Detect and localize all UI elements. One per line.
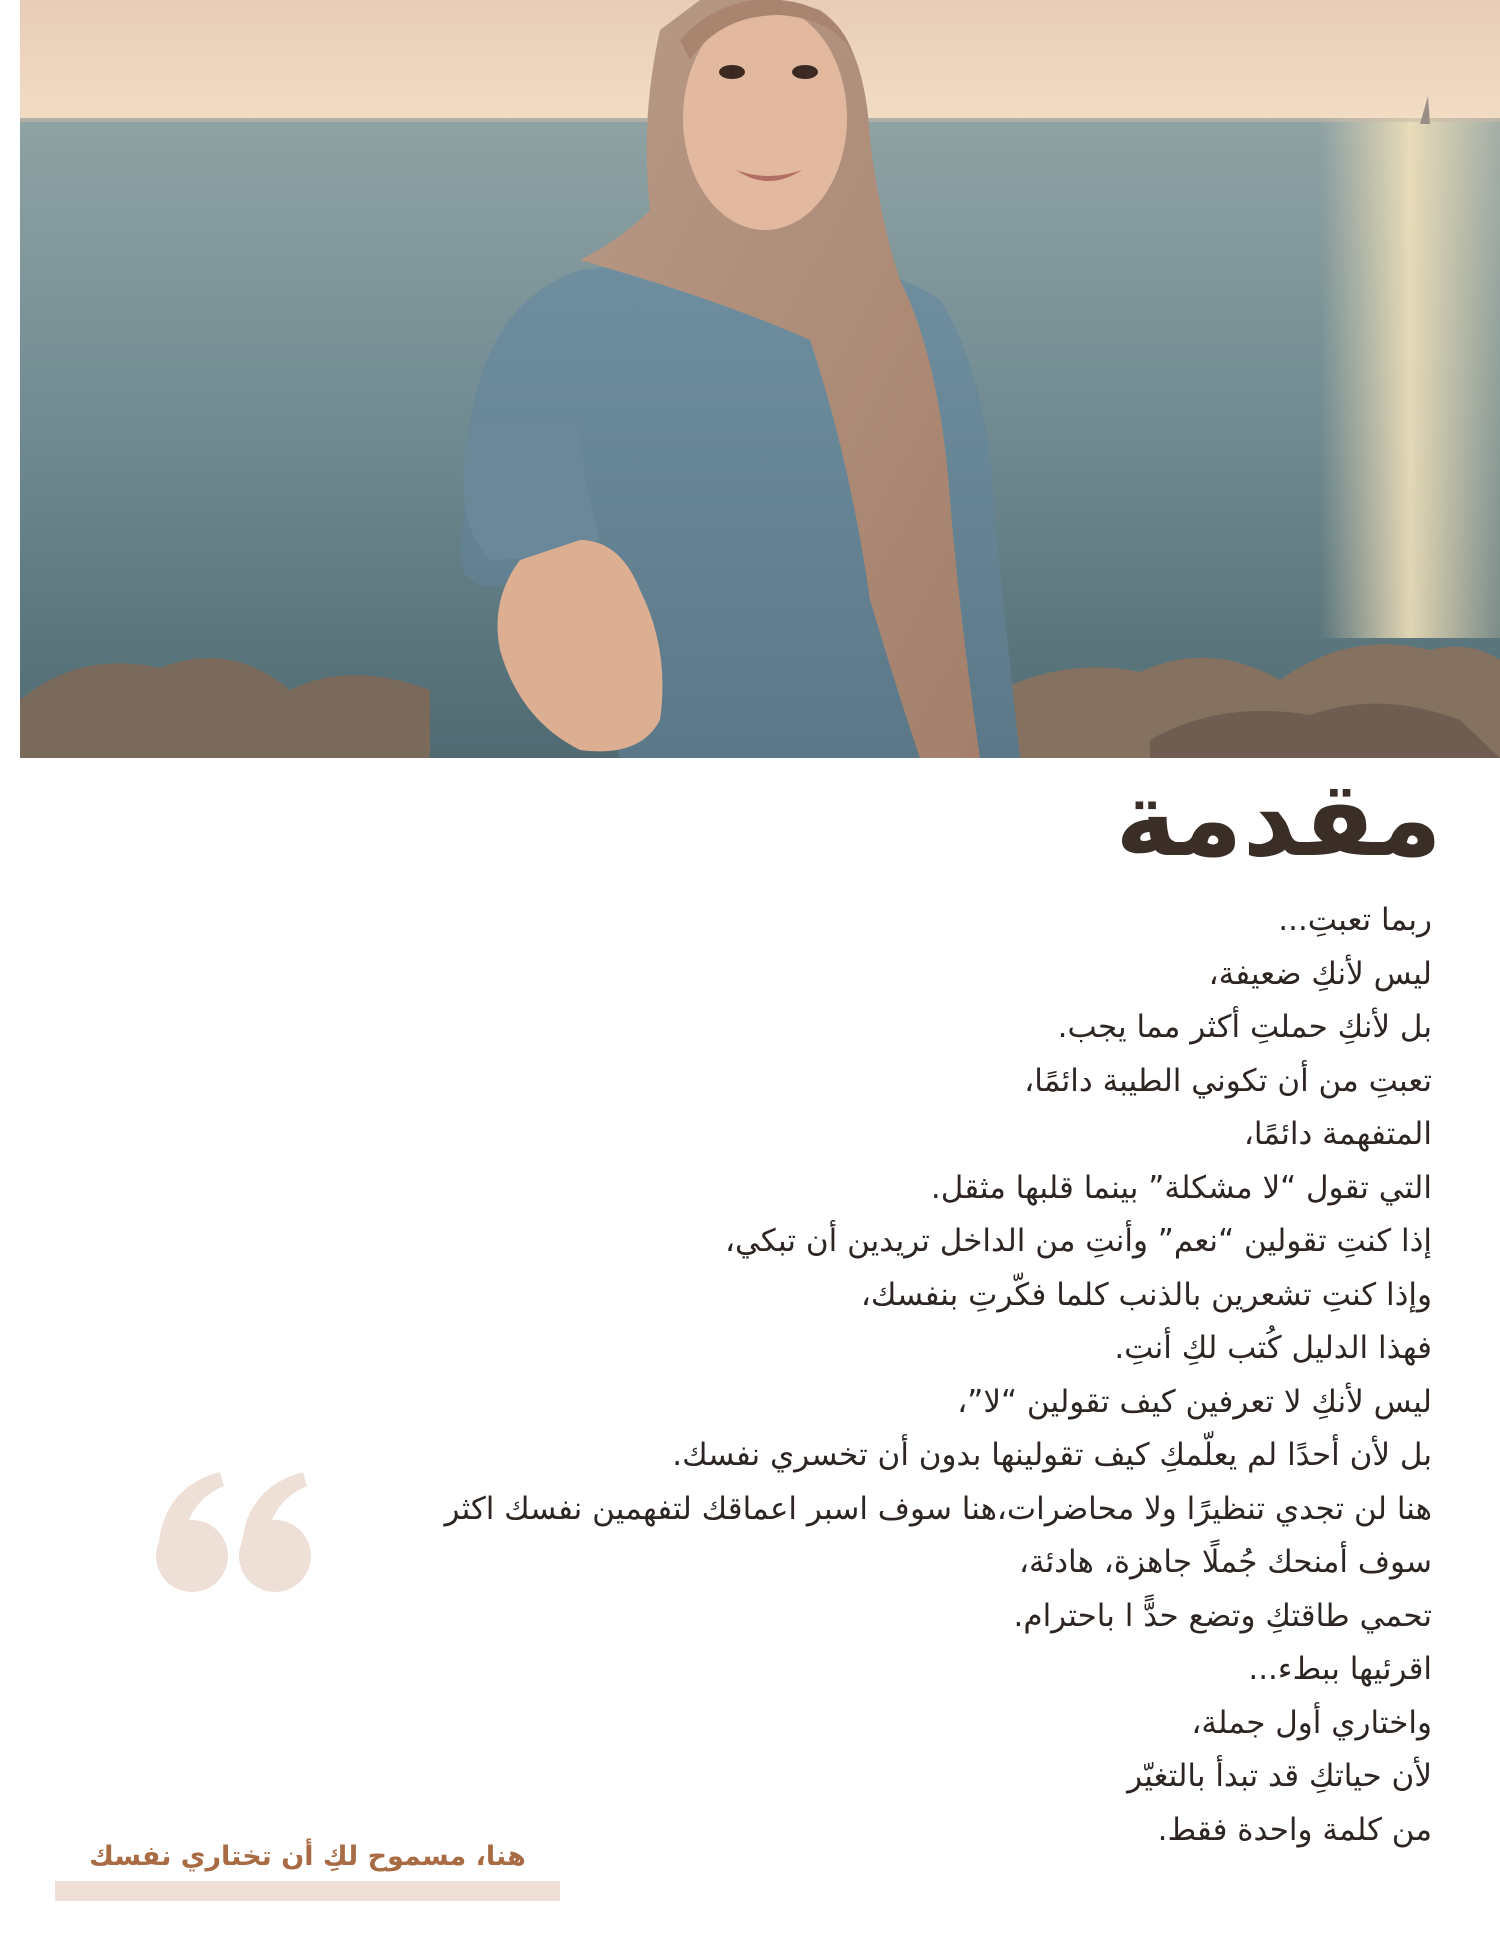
- body-line: من كلمة واحدة فقط.: [1157, 1811, 1432, 1848]
- body-line: وإذا كنتِ تشعرين بالذنب كلما فكّرتِ بنفسك،: [860, 1276, 1432, 1313]
- body-line: سوف أمنحك جُملًا جاهزة، هادئة،: [1019, 1544, 1432, 1580]
- body-line: واختاري أول جملة،: [1191, 1704, 1432, 1741]
- body-line: المتفهمة دائمًا،: [1243, 1116, 1432, 1152]
- body-line: اقرئيها ببطء...: [1248, 1651, 1432, 1687]
- quotation-mark-icon: [150, 1468, 320, 1598]
- hero-photo: [20, 0, 1500, 758]
- body-line: إذا كنتِ تقولين “نعم” وأنتِ من الداخل تريدين أن تبكي،: [725, 1223, 1432, 1259]
- page-title: مقدمة: [1115, 758, 1442, 880]
- body-line: ليس لأنكِ لا تعرفين كيف تقولين “لا”،: [957, 1383, 1432, 1420]
- footer-note-text: هنا، مسموح لكِ أن تختاري نفسك: [89, 1841, 526, 1872]
- body-line: ليس لأنكِ ضعيفة،: [1208, 955, 1432, 992]
- body-line: لأن حياتكِ قد تبدأ بالتغيّر: [1127, 1758, 1432, 1794]
- woman-by-sea-illustration: [20, 0, 1500, 758]
- body-line: فهذا الدليل كُتب لكِ أنتِ.: [1114, 1330, 1432, 1366]
- body-line: ربما تعبتِ...: [1278, 902, 1432, 938]
- body-line: تعبتِ من أن تكوني الطيبة دائمًا،: [1024, 1062, 1432, 1099]
- footer-note: [55, 1835, 560, 1901]
- body-line: تحمي طاقتكِ وتضع حدًّ ا باحترام.: [1013, 1597, 1432, 1634]
- body-line: بل لأن أحدًا لم يعلّمكِ كيف تقولينها بدون أن تخسري نفسك.: [672, 1437, 1432, 1473]
- body-line: هنا لن تجدي تنظيرًا ولا محاضرات،هنا سوف اسبر اعماقك لتفهمين نفسك اكثر: [444, 1490, 1432, 1527]
- body-line: التي تقول “لا مشكلة” بينما قلبها مثقل.: [930, 1169, 1432, 1206]
- intro-body: [302, 894, 1432, 1857]
- body-line: بل لأنكِ حملتِ أكثر مما يجب.: [1057, 1009, 1432, 1045]
- footer-highlight-bar: [55, 1881, 560, 1901]
